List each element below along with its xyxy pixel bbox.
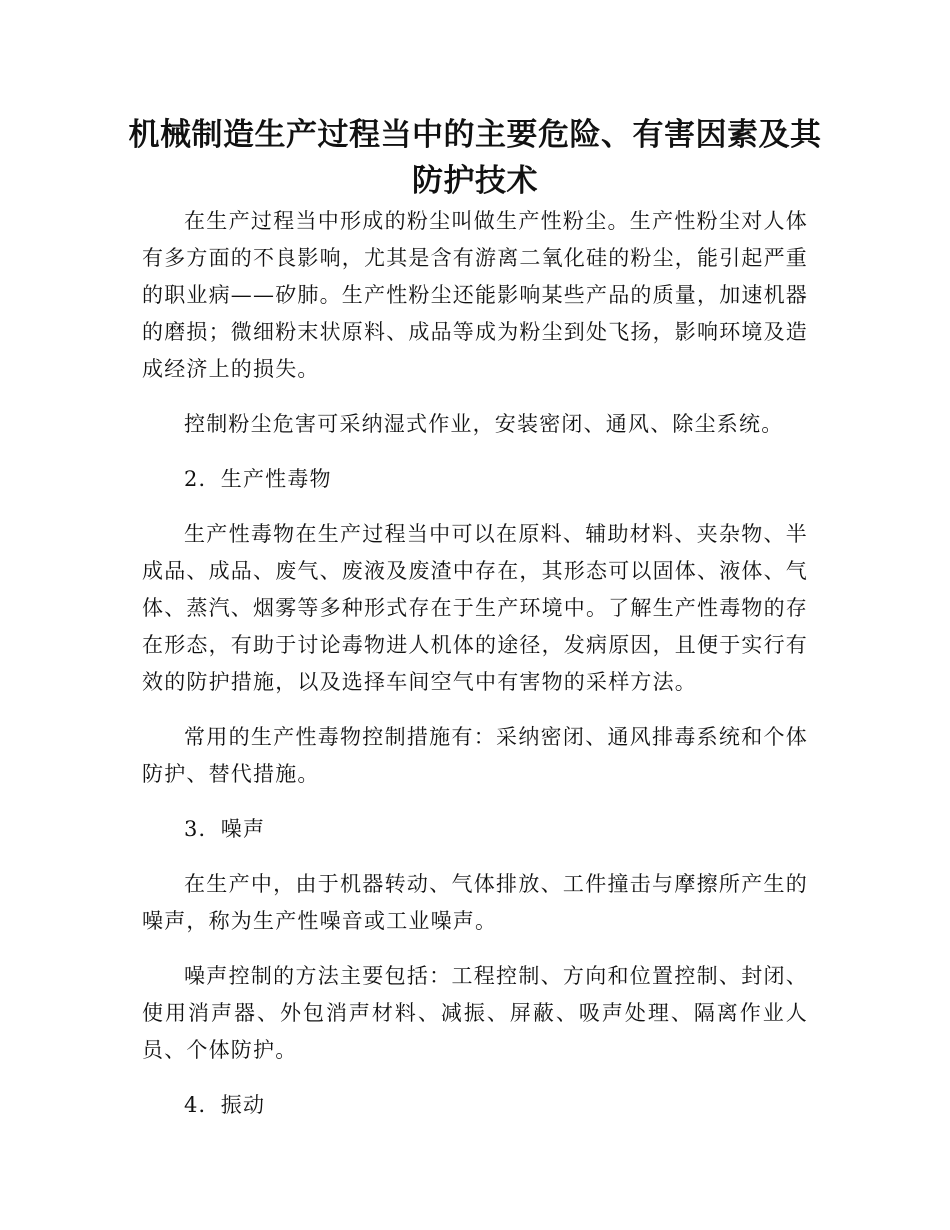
document-title: 机械制造生产过程当中的主要危险、有害因素及其防护技术 (128, 117, 822, 199)
document-body (142, 203, 808, 1142)
paragraph-toxic-intro: 生产性毒物在生产过程当中可以在原料、辅助材料、夹杂物、半成品、成品、废气、废液及废渣中存在，其形态可以固体、液体、气体、蒸汽、烟雾等多种形式存在于生产环境中。了解生产性毒物的存在形态，有助于讨论毒物进人机体的途径，发病原因，且便于实行有效的防护措施，以及选择车间空气中有害物的采样方法。 (142, 522, 808, 694)
section-heading-noise: 3．噪声 (184, 817, 266, 841)
paragraph-toxic-control: 常用的生产性毒物控制措施有：采纳密闭、通风排毒系统和个体防护、替代措施。 (142, 725, 808, 786)
section-heading-toxic: 2．生产性毒物 (184, 467, 332, 491)
paragraph-dust-control: 控制粉尘危害可采纳湿式作业，安装密闭、通风、除尘系统。 (184, 412, 784, 436)
paragraph-noise-intro: 在生产中，由于机器转动、气体排放、工件撞击与摩擦所产生的噪声，称为生产性噪音或工业噪声。 (142, 872, 808, 933)
paragraph-dust-intro: 在生产过程当中形成的粉尘叫做生产性粉尘。生产性粉尘对人体有多方面的不良影响，尤其是含有游离二氧化硅的粉尘，能引起严重的职业病——矽肺。生产性粉尘还能影响某些产品的质量，加速机器的磨损；微细粉末状原料、成品等成为粉尘到处飞扬，影响环境及造成经济上的损失。 (142, 209, 808, 381)
section-heading-vibration: 4．振动 (184, 1093, 266, 1117)
paragraph-noise-control: 噪声控制的方法主要包括：工程控制、方向和位置控制、封闭、使用消声器、外包消声材料、减振、屏蔽、吸声处理、隔离作业人员、个体防护。 (142, 964, 808, 1062)
